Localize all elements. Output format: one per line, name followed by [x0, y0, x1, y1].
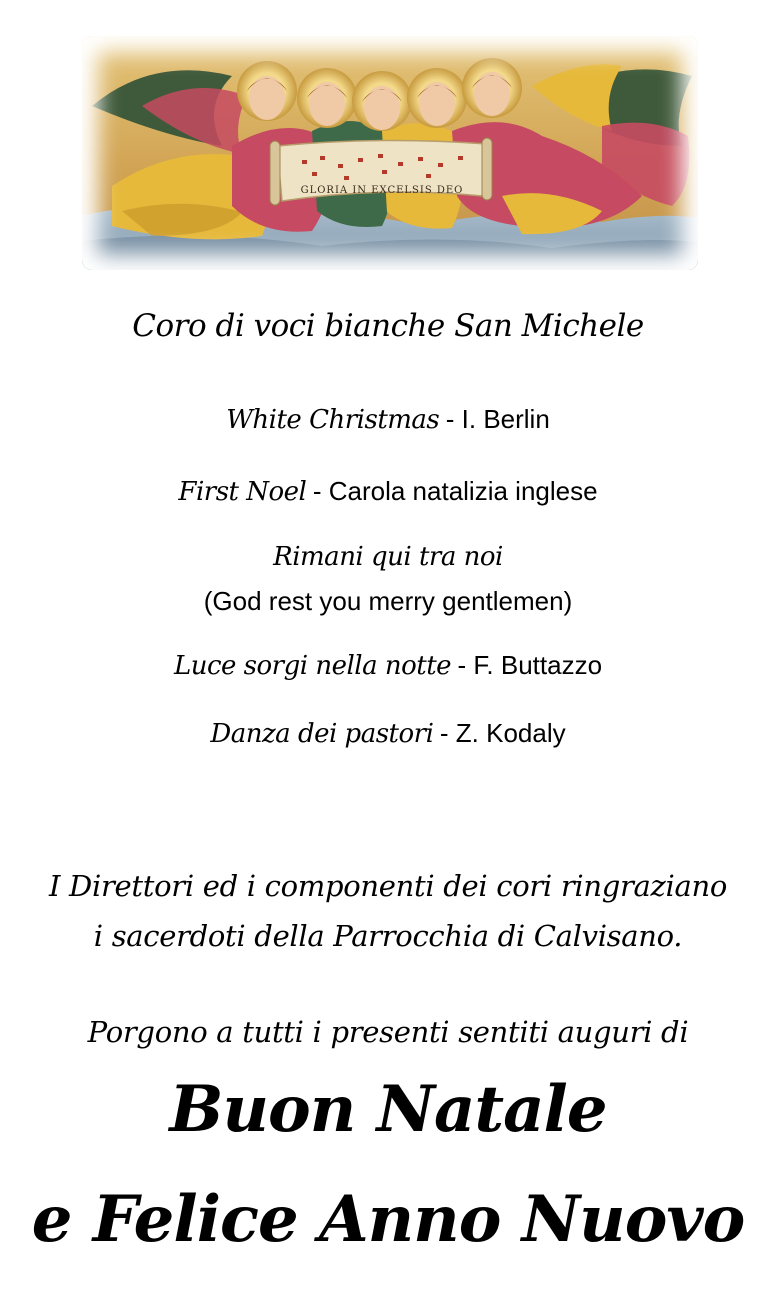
thanks-line-2: i sacerdoti della Parrocchia di Calvisano. — [93, 919, 683, 953]
song-title: Danza dei pastori — [210, 719, 434, 749]
scroll-inscription: GLORIA IN EXCELSIS DEO — [300, 185, 464, 196]
song-title: First Noel — [178, 477, 307, 507]
song-title: Luce sorgi nella notte — [173, 651, 452, 681]
song-author: - Carola natalizia inglese — [312, 476, 598, 506]
greeting-buon-natale: Buon Natale — [169, 1072, 607, 1147]
song-author: - F. Buttazzo — [457, 650, 603, 680]
angels-painting — [82, 36, 698, 270]
song-item-white-christmas — [0, 402, 776, 437]
song-title: White Christmas — [226, 405, 440, 435]
wishes-intro: Porgono a tutti i presenti sentiti auguri di — [87, 1015, 689, 1049]
thanks-line-1: I Direttori ed i componenti dei cori ringraziano — [48, 869, 728, 903]
song-item-rimani-qui-tra-noi — [0, 540, 776, 574]
song-item-danza-dei-pastori — [0, 716, 776, 751]
greeting-felice-anno-nuovo: e Felice Anno Nuovo — [31, 1182, 745, 1257]
song-subtitle: (God rest you merry gentlemen) — [203, 586, 573, 616]
song-author: - I. Berlin — [445, 404, 550, 434]
song-item-luce-sorgi — [0, 648, 776, 683]
song-item-first-noel — [0, 474, 776, 509]
song-author: - Z. Kodaly — [439, 718, 566, 748]
song-title: Rimani qui tra noi — [273, 542, 503, 572]
angels-painting-image — [82, 36, 698, 270]
choir-title: Coro di voci bianche San Michele — [132, 308, 644, 344]
